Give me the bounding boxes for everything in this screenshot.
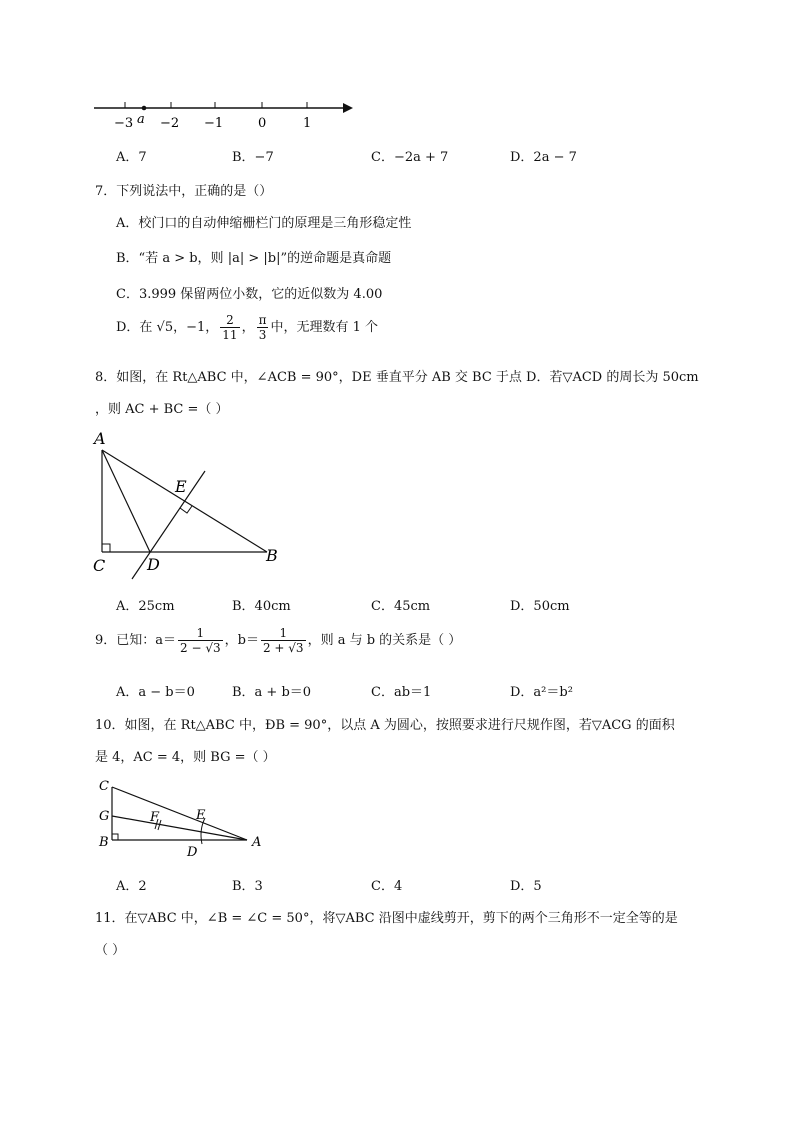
tick-label: −2 (160, 116, 180, 131)
q9-mid: ，b＝ (224, 633, 259, 648)
q9-stem (95, 627, 461, 654)
q9-option-c[interactable]: C．ab＝1 (371, 685, 432, 700)
q6-option-c[interactable]: C．−2a + 7 (371, 150, 449, 165)
q10-stem-line2: 是 4，AC = 4，则 BG =（ ） (95, 750, 276, 765)
tick-label: −3 (114, 116, 134, 131)
q6-option-a[interactable]: A．7 (116, 150, 147, 165)
tick-label: 1 (303, 116, 312, 131)
q9-option-a[interactable]: A．a − b＝0 (116, 685, 195, 700)
fraction: $\frac{\pi}{3}$ (258, 313, 267, 342)
q6-option-b[interactable]: B．−7 (232, 150, 274, 165)
q9-suffix: ，则 a 与 b 的关系是（ ） (307, 633, 462, 648)
q9-option-b[interactable]: B．a + b＝0 (232, 685, 312, 700)
label-D: D (187, 845, 198, 860)
q10-stem-line1: 10．如图，在 Rt△ABC 中，ÐB = 90°，以点 A 为圆心，按照要求进行尺规作图，若▽ACG 的面积 (95, 718, 675, 733)
label-C: C (93, 556, 106, 575)
q8-option-b[interactable]: B．40cm (232, 599, 291, 614)
q7-option-c[interactable]: C．3.999 保留两位小数，它的近似数为 4.00 (116, 287, 383, 302)
q7-d-prefix: D．在 √5，−1， (116, 320, 219, 335)
label-C: C (99, 779, 109, 794)
q7-option-b[interactable]: B．“若 a > b，则 |a| > |b|”的逆命题是真命题 (116, 251, 392, 266)
q10-option-c[interactable]: C．4 (371, 879, 403, 894)
q6-option-d[interactable]: D．2a − 7 (510, 150, 577, 165)
fraction: $\frac{2}{11}$ (222, 313, 238, 342)
label-B: B (266, 546, 278, 565)
tick-label: −1 (204, 116, 224, 131)
tick-label: 0 (258, 116, 267, 131)
q8-stem-line2: ，则 AC + BC =（ ） (95, 402, 229, 417)
label-A: A (252, 835, 262, 850)
q11-stem-line2: （ ） (95, 943, 126, 958)
q7-option-d[interactable]: D．在 √5，−1， $\frac{2}{11}$ ， $\frac{\pi}{3}$ 中，无理数有 1 个 (116, 313, 379, 342)
q9-option-d[interactable]: D．a²＝b² (510, 685, 573, 700)
q8-triangle-figure (88, 425, 298, 585)
q7-stem: 7．下列说法中，正确的是（） (95, 184, 273, 199)
q10-triangle-figure (95, 774, 275, 864)
q7-option-a[interactable]: A．校门口的自动伸缩栅栏门的原理是三角形稳定性 (116, 216, 412, 231)
q8-option-a[interactable]: A．25cm (116, 599, 175, 614)
label-B: B (99, 835, 109, 850)
q10-option-a[interactable]: A．2 (116, 879, 147, 894)
q10-option-b[interactable]: B．3 (232, 879, 263, 894)
q7-d-suffix: 中，无理数有 1 个 (270, 320, 379, 335)
q11-stem-line1: 11．在▽ABC 中，∠B = ∠C = 50°，将▽ABC 沿图中虚线剪开，剪下的两个三角形不一定全等的是 (95, 911, 678, 926)
q8-option-c[interactable]: C．45cm (371, 599, 431, 614)
label-A: A (94, 429, 106, 448)
fraction: $\frac{1}{2 - √3}$ (180, 626, 221, 655)
q9-prefix: 9．已知：a＝ (95, 633, 177, 648)
q10-option-d[interactable]: D．5 (510, 879, 542, 894)
tick-label-a: a (137, 112, 145, 127)
q8-stem-line1: 8．如图，在 Rt△ABC 中，∠ACB = 90°，DE 垂直平分 AB 交 BC 于点 D．若▽ACD 的周长为 50cm (95, 370, 699, 385)
label-E: E (175, 477, 187, 496)
label-G: G (99, 809, 110, 824)
label-E: E (196, 808, 206, 823)
label-D: D (147, 555, 160, 574)
fraction: $\frac{1}{2 + √3}$ (262, 626, 304, 655)
number-line-figure (88, 96, 358, 136)
label-F: F (150, 810, 160, 825)
q8-option-d[interactable]: D．50cm (510, 599, 570, 614)
